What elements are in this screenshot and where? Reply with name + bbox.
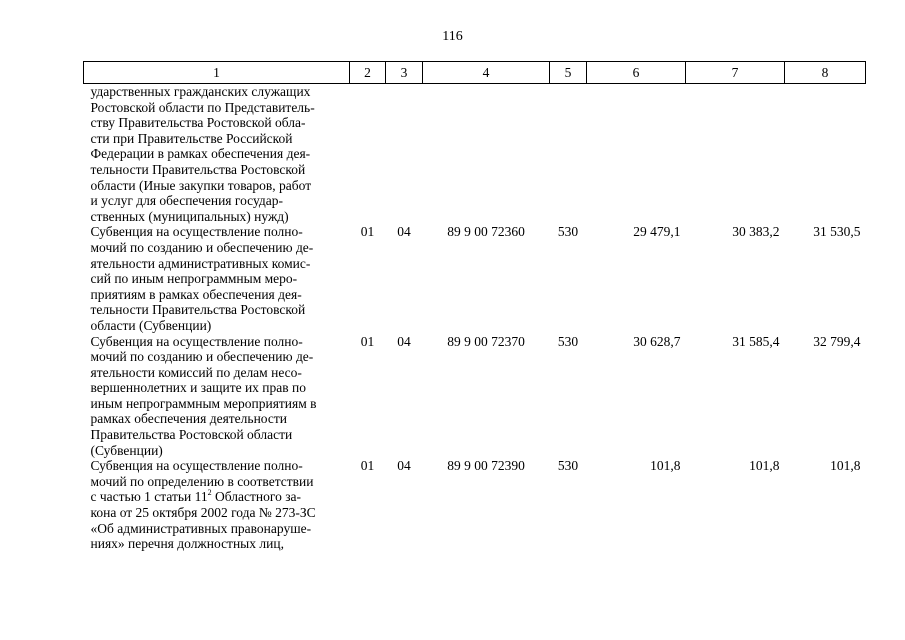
- description-line: ственных (муниципальных) нужд): [90, 208, 289, 224]
- expense-type-code: 530: [557, 224, 579, 240]
- amount-col-8: 31 530,5: [813, 224, 861, 240]
- description-line: области (Иные закупки товаров, работ: [90, 177, 312, 193]
- description-line: мочий по определению в соответствии: [90, 473, 314, 489]
- description-line: Субвенция на осуществление полно-: [90, 458, 303, 474]
- table-row: [84, 84, 866, 225]
- article-superscript: 2: [207, 487, 212, 497]
- description-line: сий по иным непрограммным меро-: [90, 271, 298, 287]
- description-fragment: с частью 1 статьи 11: [90, 489, 208, 505]
- section-code: [350, 84, 386, 225]
- column-number-header: [84, 62, 866, 84]
- row-description: [84, 458, 350, 552]
- description-line: Ростовской области по Представитель-: [90, 99, 315, 115]
- description-line: кона от 25 октября 2002 года № 273-ЗС: [90, 505, 316, 521]
- amount-col-7: 30 383,2: [732, 224, 780, 240]
- description-line: тельности Правительства Ростовской: [90, 302, 306, 318]
- table-row: [84, 334, 866, 459]
- description-line: Федерации в рамках обеспечения дея-: [90, 146, 311, 162]
- description-line: области (Субвенции): [90, 317, 212, 333]
- description-line: (Субвенции): [90, 442, 163, 458]
- description-line: ятельности комиссий по делам несо-: [90, 364, 302, 380]
- amount-col-6: 101,8: [650, 458, 681, 474]
- section-code: 01: [360, 458, 375, 474]
- expense-type-code: 530: [557, 458, 579, 474]
- amount-col-6: 29 479,1: [633, 224, 681, 240]
- column-header-2: 2: [350, 62, 386, 84]
- description-line: Субвенция на осуществление полно-: [90, 333, 303, 349]
- column-header-5: 5: [550, 62, 587, 84]
- column-header-4: 4: [423, 62, 550, 84]
- table-row: [84, 224, 866, 333]
- column-header-7: 7: [686, 62, 785, 84]
- subsection-code: 04: [397, 458, 411, 474]
- column-header-8: 8: [785, 62, 866, 84]
- description-line: ударственных гражданских служащих: [90, 84, 311, 99]
- amount-col-7: 101,8: [749, 458, 780, 474]
- target-article-code: 89 9 00 72360: [447, 224, 525, 240]
- description-line: рамках обеспечения деятельности: [90, 411, 287, 427]
- amount-col-7: 31 585,4: [732, 333, 780, 349]
- row-description: [84, 224, 350, 333]
- column-header-1: 1: [84, 62, 350, 84]
- description-line: [91, 489, 346, 505]
- subsection-code: 04: [397, 333, 411, 349]
- amount-col-6: [587, 84, 686, 225]
- amount-col-8: 32 799,4: [813, 333, 861, 349]
- amount-col-8: [785, 84, 866, 225]
- target-article-code: 89 9 00 72390: [447, 458, 525, 474]
- budget-table: [83, 61, 866, 552]
- description-line: ятельности административных комис-: [90, 255, 311, 271]
- target-article-code: 89 9 00 72370: [447, 333, 525, 349]
- subsection-code: [386, 84, 423, 225]
- description-line: мочий по созданию и обеспечению де-: [90, 349, 314, 365]
- description-line: Субвенция на осуществление полно-: [90, 224, 303, 240]
- column-header-3: 3: [386, 62, 423, 84]
- description-line: иным непрограммным мероприятиям в: [90, 395, 317, 411]
- target-article-code: [423, 84, 550, 225]
- description-line: приятиям в рамках обеспечения дея-: [90, 286, 302, 302]
- expense-type-code: [550, 84, 587, 225]
- subsection-code: 04: [397, 224, 411, 240]
- amount-col-6: 30 628,7: [633, 333, 681, 349]
- description-line: и услуг для обеспечения государ-: [90, 193, 283, 209]
- section-code: 01: [360, 333, 375, 349]
- description-line: «Об административных правонаруше-: [90, 520, 312, 536]
- description-line: сти при Правительстве Российской: [90, 130, 293, 146]
- column-header-6: 6: [587, 62, 686, 84]
- amount-col-8: 101,8: [830, 458, 861, 474]
- description-line: вершеннолетних и защите их прав по: [90, 380, 306, 396]
- description-line: мочий по созданию и обеспечению де-: [90, 239, 314, 255]
- description-line: ниях» перечня должностных лиц,: [90, 536, 284, 552]
- page-number: 116: [442, 29, 463, 44]
- description-line: ству Правительства Ростовской обла-: [90, 115, 306, 131]
- description-line: тельности Правительства Ростовской: [90, 161, 306, 177]
- expense-type-code: 530: [557, 333, 579, 349]
- amount-col-7: [686, 84, 785, 225]
- section-code: 01: [360, 224, 375, 240]
- row-description: [84, 334, 350, 459]
- table-row: [84, 458, 866, 552]
- row-description: [84, 84, 350, 225]
- description-line: Правительства Ростовской области: [90, 427, 293, 443]
- description-fragment: Областного за-: [211, 489, 302, 505]
